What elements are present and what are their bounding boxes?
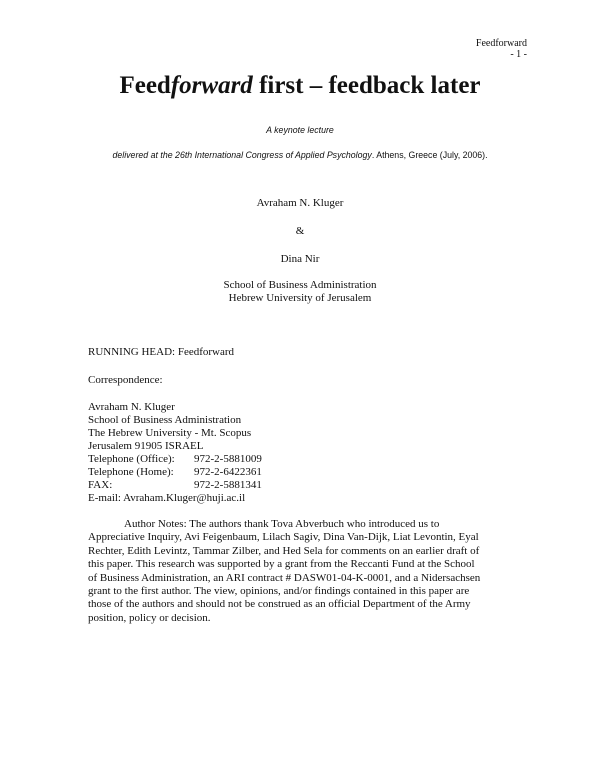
fax-row bbox=[88, 479, 262, 492]
running-title: Feedforward bbox=[475, 38, 527, 49]
home-phone-row bbox=[88, 466, 262, 479]
author-1: Avraham N. Kluger bbox=[256, 197, 344, 209]
affiliation-line2: Hebrew University of Jerusalem bbox=[228, 292, 372, 304]
notes-line: grant to the first author. The view, opinions, and/or findings contained in this paper are bbox=[88, 585, 470, 598]
correspondence-label: Correspondence: bbox=[88, 374, 163, 386]
subtitle-line1 bbox=[0, 125, 600, 135]
author-notes bbox=[88, 518, 518, 625]
contact-city: Jerusalem 91905 ISRAEL bbox=[88, 440, 204, 452]
office-phone-row bbox=[88, 453, 262, 466]
notes-line: position, policy or decision. bbox=[88, 611, 211, 624]
affiliation-line1: School of Business Administration bbox=[223, 279, 377, 291]
page-number: - 1 - bbox=[510, 49, 527, 60]
home-phone-label: Telephone (Home): bbox=[88, 466, 174, 478]
author-and: & bbox=[295, 225, 305, 237]
notes-line: of Business Administration, an ARI contract # DASW01-04-K-0001, and a Nidersachsen bbox=[88, 571, 481, 584]
subtitle-location: . Athens, Greece (July, 2006). bbox=[371, 150, 488, 160]
title-part1: Feed bbox=[119, 72, 171, 99]
subtitle-line2 bbox=[0, 150, 600, 160]
home-phone-value: 972-2-6422361 bbox=[194, 466, 262, 478]
notes-line-text: Author Notes: The authors thank Tova Abverbuch who introduced us to bbox=[124, 518, 440, 530]
notes-line: this paper. This research was supported by a grant from the Reccanti Fund at the School bbox=[88, 558, 475, 571]
correspondence-block bbox=[88, 401, 262, 505]
office-phone-label: Telephone (Office): bbox=[88, 453, 175, 465]
subtitle-congress: delivered at the 26th International Congress of Applied Psychology bbox=[112, 150, 372, 160]
running-head: RUNNING HEAD: Feedforward bbox=[88, 346, 235, 358]
contact-name: Avraham N. Kluger bbox=[88, 401, 175, 413]
notes-line bbox=[88, 518, 518, 531]
notes-line: Appreciative Inquiry, Avi Feigenbaum, Lilach Sagiv, Dina Van-Dijk, Liat Levontin, Eyal bbox=[88, 531, 479, 544]
fax-label: FAX: bbox=[88, 479, 113, 491]
author-2: Dina Nir bbox=[280, 253, 320, 265]
contact-university: The Hebrew University - Mt. Scopus bbox=[88, 427, 252, 439]
notes-line: those of the authors and should not be construed as an official Department of the Army bbox=[88, 598, 471, 611]
office-phone-value: 972-2-5881009 bbox=[194, 453, 262, 465]
title-part2: forward bbox=[170, 72, 253, 99]
title-part3: first – feedback later bbox=[252, 72, 481, 99]
paper-title bbox=[0, 72, 600, 100]
notes-line: Rechter, Edith Levintz, Tammar Zilber, and Hed Sela for comments on an earlier draft of bbox=[88, 544, 480, 557]
contact-email: E-mail: Avraham.Kluger@huji.ac.il bbox=[88, 492, 246, 504]
subtitle-keynote: A keynote lecture bbox=[266, 125, 334, 135]
contact-dept: School of Business Administration bbox=[88, 414, 242, 426]
fax-value: 972-2-5881341 bbox=[194, 479, 262, 491]
page-header bbox=[476, 38, 527, 60]
